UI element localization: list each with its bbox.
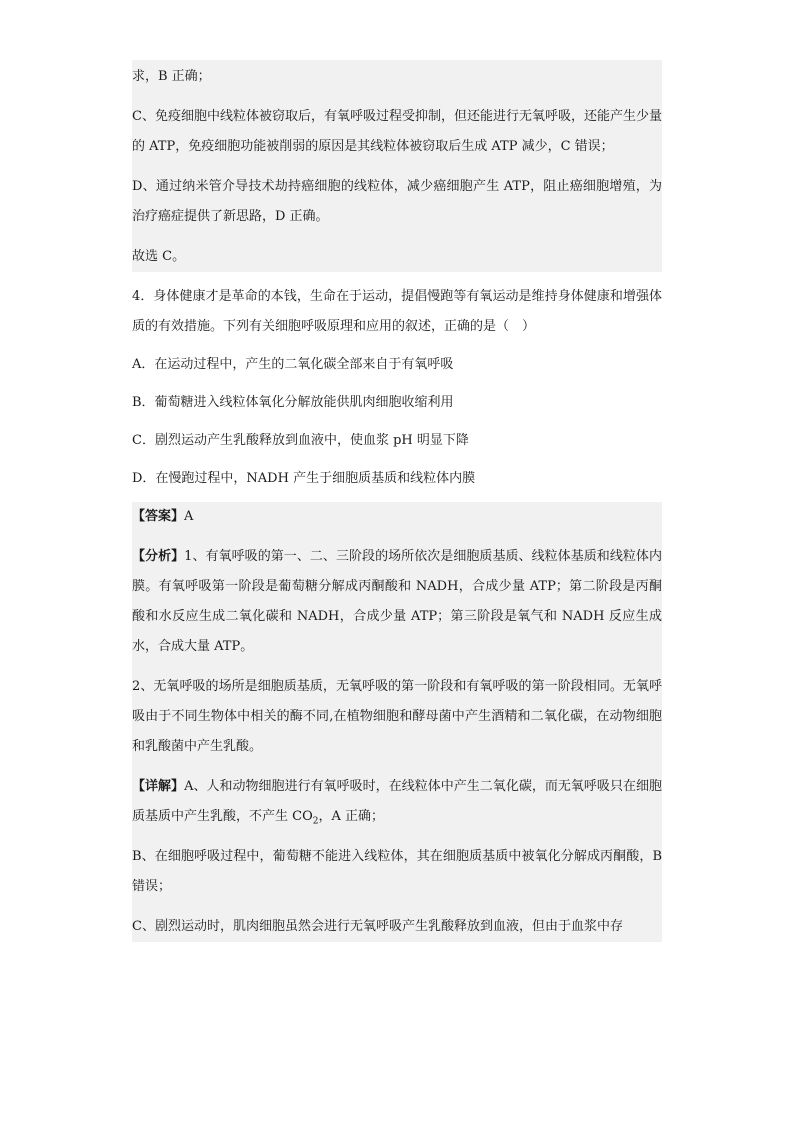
option-c: C．剧烈运动产生乳酸释放到血液中，使血浆 pH 明显下降 xyxy=(132,433,469,448)
explanation-c: C、免疫细胞中线粒体被窃取后，有氧呼吸过程受抑制，但还能进行无氧呼吸，还能产生少量的 ATP，免疫细胞功能被削弱的原因是其线粒体被窃取后生成 ATP 减少，C 错误； xyxy=(132,109,662,154)
answer-label: 【答案】 xyxy=(132,509,185,524)
detail-a-subscript: 2 xyxy=(312,816,319,827)
detail-a xyxy=(132,772,662,832)
answer-value: A xyxy=(184,509,194,524)
detail-b: B、在细胞呼吸过程中，葡萄糖不能进入线粒体，其在细胞质基质中被氧化分解成丙酮酸，B 错误； xyxy=(132,849,662,894)
explanation-conclusion: 故选 C。 xyxy=(132,249,186,264)
question-block xyxy=(132,282,662,494)
detail-label: 【详解】 xyxy=(132,779,185,794)
answer-line xyxy=(132,502,662,532)
analysis-p2: 2、无氧呼吸的场所是细胞质基质，无氧呼吸的第一阶段和有氧呼吸的第一阶段相同。无氧呼吸由于不同生物体中相关的酶不同,在植物细胞和酵母菌中产生酒精和二氧化碳，在动物细胞和乳酸菌中产生乳酸。 xyxy=(132,679,662,754)
detail-a-post: ，A 正确； xyxy=(318,809,385,824)
option-b: B．葡萄糖进入线粒体氧化分解放能供肌肉细胞收缩利用 xyxy=(132,395,454,410)
solution-block xyxy=(132,502,662,942)
option-a: A．在运动过程中，产生的二氧化碳全部来自于有氧呼吸 xyxy=(132,357,454,372)
analysis-label: 【分析】 xyxy=(132,549,185,564)
analysis-p1 xyxy=(132,542,662,662)
detail-c: C、剧烈运动时，肌肉细胞虽然会进行无氧呼吸产生乳酸释放到血液，但由于血浆中存 xyxy=(132,919,623,934)
analysis-p1-text: 1、有氧呼吸的第一、二、三阶段的场所依次是细胞质基质、线粒体基质和线粒体内膜。有氧呼吸第一阶段是葡萄糖分解成丙酮酸和 NADH，合成少量 ATP；第二阶段是丙酮酸和水反应生成二氧化碳和 NADH，合成少量 ATP；第三阶段是氧气和 NADH 反应生成水，合成大量 ATP。 xyxy=(132,549,662,654)
question-stem: 4．身体健康才是革命的本钱，生命在于运动，提倡慢跑等有氧运动是维持身体健康和增强体质的有效措施。下列有关细胞呼吸原理和应用的叙述，正确的是（ ） xyxy=(132,289,662,334)
explanation-b-tail: 求，B 正确； xyxy=(132,69,211,84)
document-page xyxy=(132,60,662,942)
detail-a-pre: A、人和动物细胞进行有氧呼吸时，在线粒体中产生二氧化碳，而无氧呼吸只在细胞质基质中产生乳酸，不产生 CO xyxy=(132,779,662,824)
option-d: D．在慢跑过程中，NADH 产生于细胞质基质和线粒体内膜 xyxy=(132,471,476,486)
explanation-d: D、通过纳米管介导技术劫持癌细胞的线粒体，减少癌细胞产生 ATP，阻止癌细胞增殖，为治疗癌症提供了新思路，D 正确。 xyxy=(132,179,662,224)
previous-explanation-block xyxy=(132,60,662,272)
